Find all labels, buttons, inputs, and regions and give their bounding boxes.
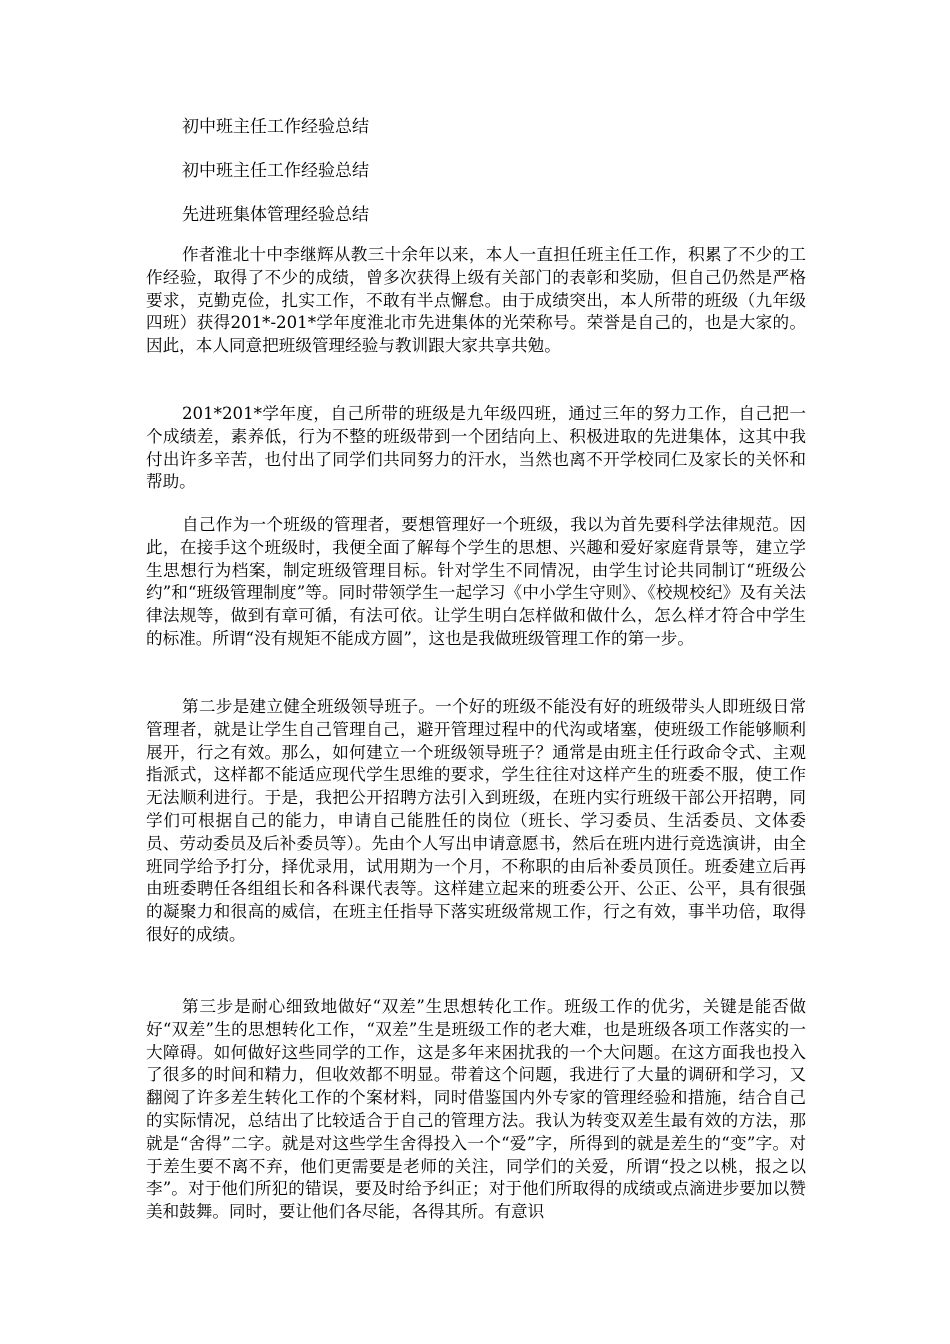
- section-heading: 先进班集体管理经验总结: [182, 205, 369, 225]
- paragraph-step-two: 第二步是建立健全班级领导班子。一个好的班级不能没有好的班级带头人即班级日常管理者，就是让学生自己管理自己，避开管理过程中的代沟或堵塞，使班级工作能够顺利展开，行之有效。那么，如何建立一个班级领导班子？通常是由班主任行政命令式、主观指派式，这样都不能适应现代学生思维的要求，学生往往对这样产生的班委不服，使工作无法顺利进行。于是，我把公开招聘方法引入到班级，在班内实行班级干部公开招聘，同学们可根据自己的能力，申请自己能胜任的岗位（班长、学习委员、生活委员、文体委员、劳动委员及后补委员等）。先由个人写出申请意愿书，然后在班内进行竞选演讲，由全班同学给予打分，择优录用，试用期为一个月，不称职的由后补委员顶任。班委建立后再由班委聘任各组组长和各科课代表等。这样建立起来的班委公开、公正、公平，具有很强的凝聚力和很高的威信，在班主任指导下落实班级常规工作，行之有效，事半功倍，取得很好的成绩。: [146, 697, 806, 944]
- document-title: 初中班主任工作经验总结: [182, 117, 369, 137]
- paragraph-step-one: 自己作为一个班级的管理者，要想管理好一个班级，我以为首先要科学法律规范。因此，在接手这个班级时，我便全面了解每个学生的思想、兴趣和爱好家庭背景等，建立学生思想行为档案，制定班级管理目标。针对学生不同情况，由学生讨论共同制订“班级公约”和“班级管理制度”等。同时带领学生一起学习《中小学生守则》、《校规校纪》及有关法律法规等，做到有章可循，有法可依。让学生明白怎样做和做什么，怎么样才符合中学生的标准。所谓“没有规矩不能成方圆”，这也是我做班级管理工作的第一步。: [146, 515, 806, 648]
- document-subtitle: 初中班主任工作经验总结: [182, 161, 369, 181]
- paragraph-intro: 作者淮北十中李继辉从教三十余年以来，本人一直担任班主任工作，积累了不少的工作经验，取得了不少的成绩，曾多次获得上级有关部门的表彰和奖励，但自己仍然是严格要求，克勤克俭，扎实工作，不敢有半点懈怠。由于成绩突出，本人所带的班级（九年级四班）获得201*-201*学年度淮北市先进集体的光荣称号。荣誉是自己的，也是大家的。因此，本人同意把班级管理经验与教训跟大家共享共勉。: [146, 245, 806, 356]
- paragraph-step-three: 第三步是耐心细致地做好“双差”生思想转化工作。班级工作的优劣，关键是能否做好“双差”生的思想转化工作，“双差”生是班级工作的老大难，也是班级各项工作落实的一大障碍。如何做好这些同学的工作，这是多年来困扰我的一个大问题。在这方面我也投入了很多的时间和精力，但收效都不明显。带着这个问题，我进行了大量的调研和学习，又翻阅了许多差生转化工作的个案材料，同时借鉴国内外专家的管理经验和措施，结合自己的实际情况，总结出了比较适合于自己的管理方法。我认为转变双差生最有效的方法，那就是“舍得”二字。就是对这些学生舍得投入一个“爱”字，所得到的就是差生的“变”字。对于差生要不离不弃，他们更需要是老师的关注，同学们的关爱，所谓“投之以桃，报之以李”。对于他们所犯的错误，要及时给予纠正；对于他们所取得的成绩或点滴进步要加以赞美和鼓舞。同时，要让他们各尽能，各得其所。有意识: [146, 997, 806, 1222]
- paragraph-class-overview: 201*201*学年度，自己所带的班级是九年级四班，通过三年的努力工作，自己把一个成绩差，素养低，行为不整的班级带到一个团结向上、积极进取的先进集体，这其中我付出许多辛苦，也付出了同学们共同努力的汗水，当然也离不开学校同仁及家长的关怀和帮助。: [146, 404, 806, 492]
